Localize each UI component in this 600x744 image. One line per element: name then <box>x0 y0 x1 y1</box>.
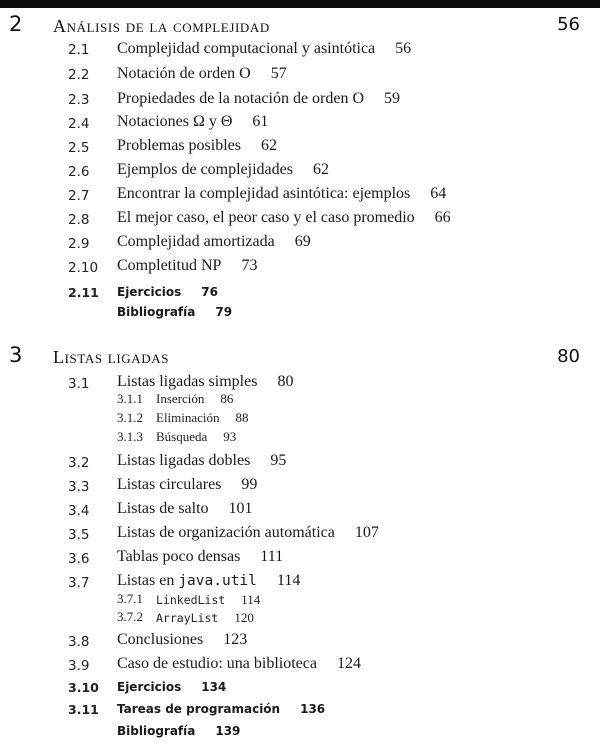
entry-title: Conclusiones <box>117 631 204 648</box>
entry-title: Complejidad computacional y asintótica <box>117 40 376 57</box>
subentry-page: 88 <box>235 410 249 425</box>
chapter-3-number: 3 <box>9 343 23 367</box>
entry-title: Listas ligadas simples <box>117 373 258 390</box>
entry-page: 76 <box>201 285 218 299</box>
entry-page: 111 <box>260 548 284 565</box>
subentry-page: 120 <box>234 610 254 625</box>
entry-title: Notación de orden O <box>117 65 251 82</box>
entry-page: 79 <box>215 305 233 319</box>
entry-page: 73 <box>241 257 258 274</box>
subentry-number: 3.7.1 <box>117 591 143 606</box>
subentry-page: 86 <box>220 391 234 406</box>
entry-page: 114 <box>276 572 301 589</box>
entry-title: Listas de organización automática <box>117 524 335 541</box>
entry-title: Bibliografía <box>117 724 196 738</box>
chapter-3-title: Listas ligadas <box>53 347 170 367</box>
entry-page: 59 <box>384 90 401 107</box>
entry-page: 57 <box>270 65 287 82</box>
entry-number: 2.4 <box>68 116 90 132</box>
subentry-page: 114 <box>241 592 261 607</box>
entry-number: 3.11 <box>68 702 99 717</box>
entry-title: Notaciones Ω y Θ <box>117 113 233 130</box>
entry-title: Encontrar la complejidad asintótica: ejemplos <box>117 185 411 202</box>
top-page-edge <box>0 0 600 8</box>
entry-page: 62 <box>312 161 329 178</box>
entry-number: 2.10 <box>68 260 99 276</box>
entry-page: 61 <box>252 113 269 130</box>
subentry-number: 3.1.2 <box>117 410 143 425</box>
entry-page: 64 <box>430 185 447 202</box>
subentry-number: 3.1.1 <box>117 391 143 406</box>
entry-page: 99 <box>241 476 258 493</box>
subentry-title: ArrayList <box>156 611 219 625</box>
entry-number: 3.3 <box>68 479 90 495</box>
entry-number: 3.8 <box>68 634 90 650</box>
entry-number: 3.7 <box>68 575 90 591</box>
entry-number: 2.8 <box>68 212 90 228</box>
entry-number: 3.6 <box>68 551 90 567</box>
entry-number: 2.1 <box>68 42 90 58</box>
entry-page: 107 <box>354 524 379 541</box>
entry-number: 2.7 <box>68 188 90 204</box>
entry-title-code: java.util <box>178 573 257 589</box>
entry-number: 2.3 <box>68 92 90 108</box>
entry-title: Ejemplos de complejidades <box>117 161 293 178</box>
entry-title: Listas circulares <box>117 476 222 493</box>
entry-title: Bibliografía <box>117 305 196 319</box>
entry-page: 62 <box>261 137 277 154</box>
subentry-number: 3.7.2 <box>117 609 143 624</box>
entry-title: Complejidad amortizada <box>117 233 275 250</box>
subentry-page: 93 <box>223 429 237 444</box>
entry-title: Tablas poco densas <box>117 548 241 565</box>
entry-title: Ejercicios <box>117 285 182 299</box>
entry-title-prefix: Listas en <box>117 572 179 589</box>
entry-number: 3.5 <box>68 527 90 543</box>
entry-page: 95 <box>270 452 287 469</box>
entry-number: 2.11 <box>68 285 99 300</box>
entry-number: 3.4 <box>68 503 90 519</box>
entry-number: 2.5 <box>68 140 90 156</box>
entry-title: Tareas de programación <box>117 702 281 716</box>
entry-title: Caso de estudio: una biblioteca <box>117 655 317 672</box>
entry-number: 2.9 <box>68 236 90 252</box>
entry-number: 3.1 <box>68 376 90 392</box>
entry-page: 136 <box>300 702 326 716</box>
subentry-title: LinkedList <box>156 593 226 607</box>
entry-page: 69 <box>294 233 311 250</box>
chapter-3-page: 80 <box>557 346 580 367</box>
entry-title: Listas ligadas dobles <box>117 452 251 469</box>
entry-title: El mejor caso, el peor caso y el caso promedio <box>117 209 415 226</box>
entry-page: 134 <box>201 680 227 694</box>
entry-number: 3.9 <box>68 658 90 674</box>
chapter-2-number: 2 <box>9 12 23 36</box>
subentry-number: 3.1.3 <box>117 429 143 444</box>
entry-number: 2.2 <box>68 67 90 83</box>
entry-page: 66 <box>434 209 451 226</box>
entry-page: 124 <box>336 655 361 672</box>
entry-page: 56 <box>395 40 412 57</box>
entry-page: 139 <box>215 724 241 738</box>
chapter-2-title: Análisis de la complejidad <box>53 16 270 36</box>
entry-page: 101 <box>228 500 253 517</box>
entry-number: 3.2 <box>68 455 90 471</box>
entry-title: Propiedades de la notación de orden O <box>117 90 365 107</box>
entry-page: 80 <box>277 373 294 390</box>
subentry-title: Eliminación <box>156 410 220 425</box>
chapter-2-page: 56 <box>557 14 580 35</box>
entry-number: 3.10 <box>68 680 99 695</box>
entry-title: Listas de salto <box>117 500 209 517</box>
entry-title: Ejercicios <box>117 680 182 694</box>
entry-number: 2.6 <box>68 164 90 180</box>
entry-title: Problemas posibles <box>117 137 241 154</box>
subentry-title: Búsqueda <box>156 429 208 444</box>
entry-page: 123 <box>223 631 248 648</box>
subentry-title: Inserción <box>156 391 205 406</box>
entry-title: Completitud NP <box>117 257 222 274</box>
